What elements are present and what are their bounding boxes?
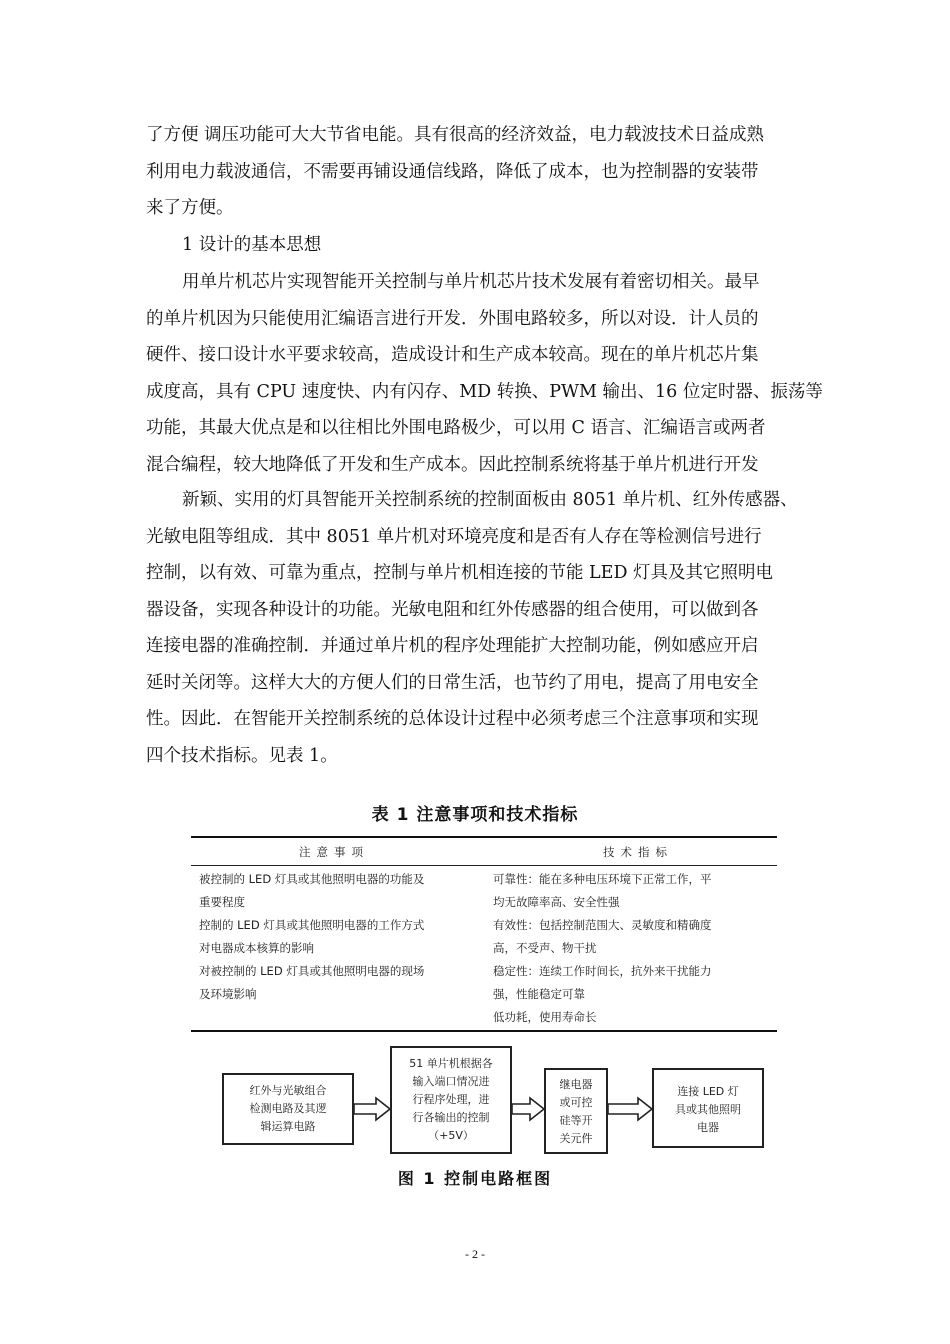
table-cell: 对电器成本核算的影响: [199, 941, 314, 955]
diagram-box-text: 行程序处理，进: [412, 1093, 490, 1106]
text-line: 混合编程，较大地降低了开发和生产成本。因此控制系统将基于单片机进行开发: [146, 454, 759, 475]
text-line: 成度高，具有 CPU 速度快、内有闪存、MD 转换、PWM 输出、16 位定时器、振荡等: [146, 381, 823, 402]
text-line: 延时关闭等。这样大大的方便人们的日常生活，也节约了用电，提高了用电安全: [146, 672, 759, 693]
diagram-box-text: 检测电路及其逻: [249, 1102, 327, 1115]
diagram-box-text: 连接 LED 灯: [677, 1085, 739, 1098]
diagram-box-mcu: [390, 1046, 512, 1154]
text-line: 了方便 调压功能可大大节省电能。具有很高的经济效益，电力载波技术日益成熟: [146, 125, 765, 145]
table-header-divider: [191, 865, 777, 866]
table-cell: 被控制的 LED 灯具或其他照明电器的功能及: [199, 872, 425, 886]
text-line: 光敏电阻等组成．其中 8051 单片机对环境亮度和是否有人存在等检测信号进行: [146, 526, 762, 547]
requirements-table: [191, 836, 777, 1032]
table-cell: 稳定性：连续工作时间长，抗外来干扰能力: [493, 964, 712, 978]
text-line: 来了方便。: [146, 198, 234, 218]
text-line: 控制，以有效、可靠为重点，控制与单片机相连接的节能 LED 灯具及其它照明电: [146, 563, 774, 583]
paragraph-intro: [146, 117, 810, 227]
table-header-specs: 技术指标: [603, 845, 673, 859]
table-cell: 有效性：包括控制范围大、灵敏度和精确度: [493, 918, 712, 932]
diagram-box-text: 继电器: [559, 1078, 593, 1091]
diagram-box-text: 硅等开: [559, 1114, 593, 1127]
text-line: 的单片机因为只能使用汇编语言进行开发．外围电路较多，所以对设．计人员的: [146, 308, 759, 329]
section-heading: 1 设计的基本思想: [182, 235, 322, 255]
table-cell: 均无故障率高、安全性强: [493, 895, 620, 909]
text-line: 硬件、接口设计水平要求较高，造成设计和生产成本较高。现在的单片机芯片集: [146, 345, 759, 365]
diagram-box-text: 行各输出的控制: [412, 1111, 490, 1124]
text-line: 新颖、实用的灯具智能开关控制系统的控制面板由 8051 单片机、红外传感器、: [182, 490, 798, 510]
text-line: 器设备，实现各种设计的功能。光敏电阻和红外传感器的组合使用，可以做到各: [146, 599, 759, 620]
text-line: 利用电力载波通信，不需要再铺设通信线路，降低了成本，也为控制器的安装带: [146, 161, 759, 182]
arrow-right-icon: [608, 1098, 652, 1120]
figure-caption: 图 1 控制电路框图: [397, 1169, 553, 1188]
table-cell: 对被控制的 LED 灯具或其他照明电器的现场: [199, 964, 425, 978]
table-cell: 重要程度: [199, 895, 245, 909]
diagram-box-text: 输入端口情况进: [412, 1075, 490, 1088]
diagram-box-led-lamps: [652, 1068, 764, 1148]
diagram-box-sensor-circuit: [222, 1073, 354, 1145]
table-header-notes: 注意事项: [299, 845, 369, 859]
text-line: 功能，其最大优点是和以往相比外围电路极少，可以用 C 语言、汇编语言或两者: [146, 418, 766, 438]
paragraph-control-system: [146, 482, 810, 774]
diagram-box-text: 辑运算电路: [260, 1120, 316, 1133]
paragraph-design-idea: [146, 264, 823, 483]
page-number: - 2 -: [465, 1247, 485, 1261]
diagram-box-relay: [544, 1068, 608, 1154]
arrow-right-icon: [512, 1098, 544, 1120]
text-line: 性。因此．在智能开关控制系统的总体设计过程中必须考虑三个注意事项和实现: [146, 709, 759, 729]
table-cell: 及环境影响: [199, 987, 257, 1001]
table-cell: 低功耗，使用寿命长: [493, 1010, 597, 1024]
table-cell: 强，性能稳定可靠: [493, 987, 585, 1001]
diagram-box-text: 关元件: [559, 1132, 593, 1145]
text-line: 连接电器的准确控制．并通过单片机的程序处理能扩大控制功能，例如感应开启: [146, 636, 759, 656]
diagram-box-text: 电器: [697, 1121, 719, 1134]
text-line: 用单片机芯片实现智能开关控制与单片机芯片技术发展有着密切相关。最早: [182, 272, 760, 292]
diagram-box-text: （+5V）: [428, 1129, 474, 1142]
arrow-right-icon: [354, 1098, 390, 1120]
diagram-box-text: 具或其他照明: [675, 1103, 741, 1116]
table-title: 表 1 注意事项和技术指标: [371, 805, 579, 825]
table-cell: 高，不受声、物干扰: [493, 941, 597, 955]
table-cell: 控制的 LED 灯具或其他照明电器的工作方式: [199, 918, 425, 932]
diagram-box-text: 红外与光敏组合: [249, 1084, 327, 1097]
diagram-box-text: 51 单片机根据各: [409, 1057, 493, 1070]
diagram-box-text: 或可控: [559, 1096, 593, 1109]
text-line: 四个技术指标。见表 1。: [146, 745, 338, 766]
table-cell: 可靠性：能在多种电压环境下正常工作，平: [493, 872, 712, 886]
